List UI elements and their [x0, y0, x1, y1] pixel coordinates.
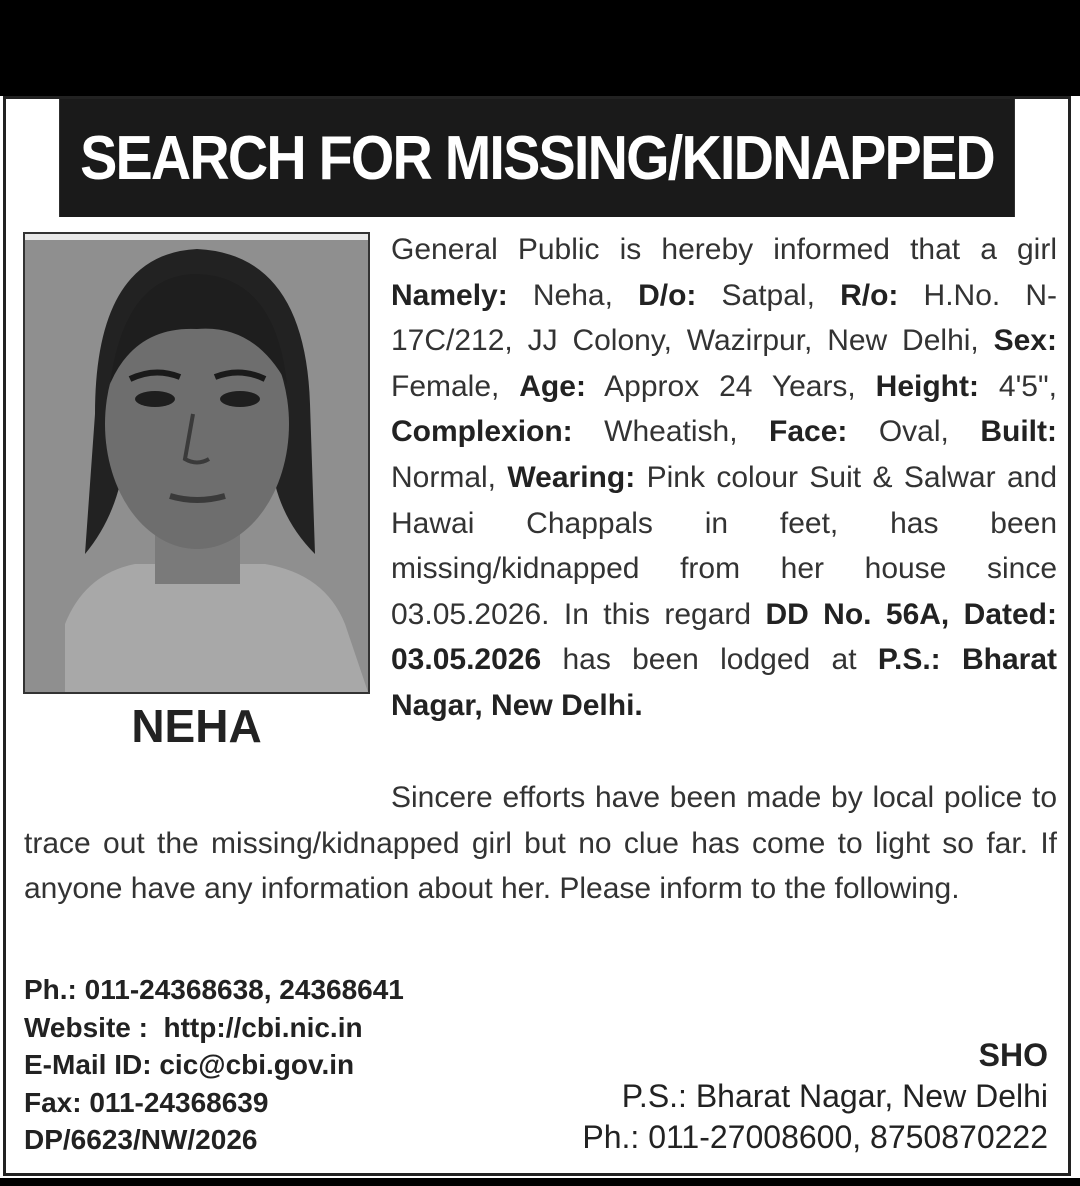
reference-number: DP/6623/NW/2026 [24, 1124, 258, 1155]
wearing-value: Pink colour Suit & Salwar and Hawai Chappals in feet, has been missing/kidnapped from her house since 03.05.2026. In this regard [391, 460, 1058, 631]
contact-website: Website : http://cbi.nic.in [24, 1011, 363, 1043]
notice-frame [3, 96, 1071, 1176]
police-station: P.S.: Bharat Nagar, New Delhi. [391, 643, 1057, 722]
contact-email: E-Mail ID: cic@cbi.gov.in [24, 1049, 355, 1080]
age-label: Age: [519, 369, 586, 403]
wearing-label: Wearing: [507, 460, 636, 494]
ro-value: H.No. N-17C/212, JJ Colony, Wazirpur, New Delhi, [391, 278, 1058, 358]
lodged-text: has been lodged at [562, 643, 857, 677]
built-value: Normal, [391, 460, 497, 494]
notice-headline: SEARCH FOR MISSING/KIDNAPPED [59, 99, 1015, 217]
complexion-label: Complexion: [391, 415, 573, 449]
sho-title: SHO [978, 1037, 1048, 1073]
age-value: Approx 24 Years, [604, 369, 856, 403]
face-label: Face: [769, 415, 848, 449]
sho-station: P.S.: Bharat Nagar, New Delhi [621, 1078, 1048, 1114]
sho-signature-block [582, 1035, 1048, 1158]
intro-text: General Public is hereby informed that a girl [391, 233, 1057, 266]
face-value: Oval, [878, 415, 949, 449]
sho-phone: Ph.: 011-27008600, 8750870222 [582, 1119, 1048, 1155]
sex-label: Sex: [993, 324, 1057, 358]
namely-label: Namely: [391, 278, 508, 312]
notice-body [391, 227, 1057, 729]
built-label: Built: [980, 415, 1057, 449]
contact-details [24, 971, 404, 1159]
height-value: 4'5", [998, 369, 1057, 403]
contact-phone: Ph.: 011-24368638, 24368641 [24, 974, 404, 1005]
notice-continuation: Sincere efforts have been made by local police to trace out the missing/kidnapped girl but no clue has come to light so far. If anyone have any information about her. Please inform to the following. [24, 781, 1057, 906]
height-label: Height: [875, 369, 979, 403]
sex-value: Female, [391, 369, 500, 403]
namely-value: Neha, [532, 278, 613, 312]
dd-reference: DD No. 56A, Dated: 03.05.2026 [391, 597, 1057, 677]
portrait-image [25, 234, 368, 692]
ro-label: R/o: [840, 278, 899, 312]
complexion-value: Wheatish, [604, 415, 738, 449]
do-label: D/o: [638, 278, 697, 312]
missing-person-photo [23, 232, 370, 694]
contact-fax: Fax: 011-24368639 [24, 1086, 269, 1118]
do-value: Satpal, [721, 278, 815, 312]
missing-person-notice [0, 96, 1080, 1178]
photo-caption: NEHA [131, 700, 262, 752]
